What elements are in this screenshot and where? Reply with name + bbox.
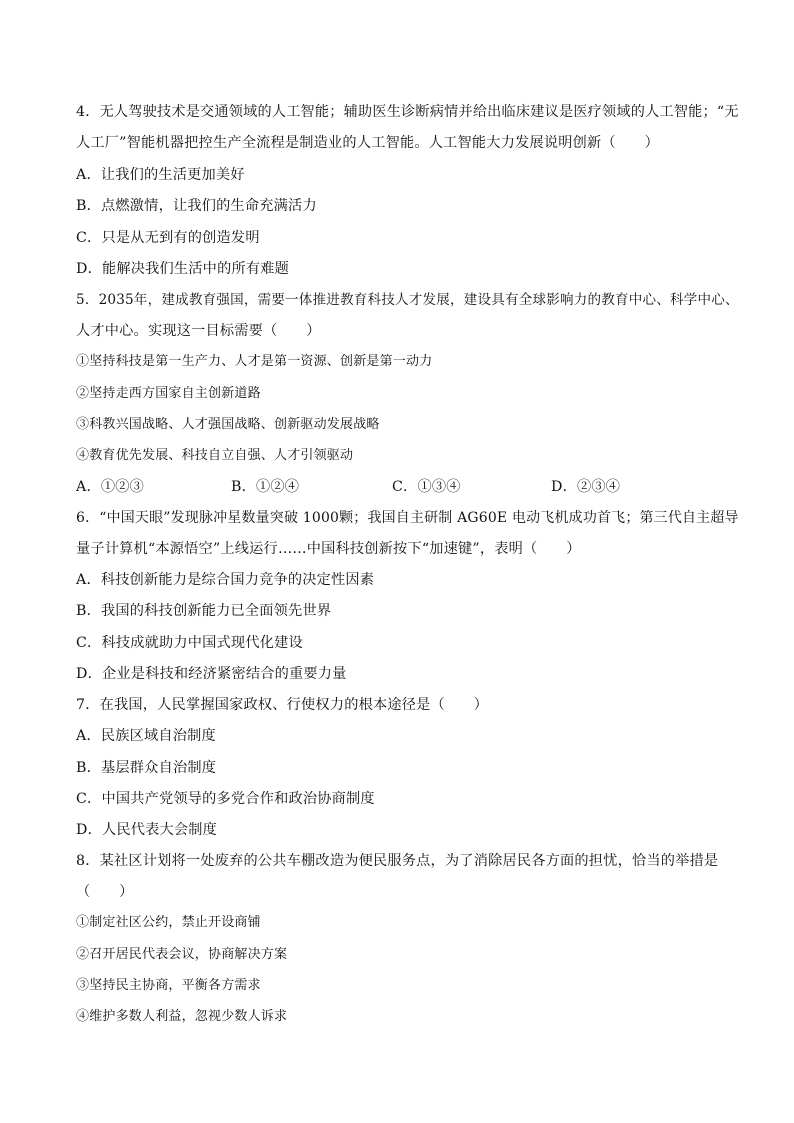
q5-statement-1: ①坚持科技是第一生产力、人才是第一资源、创新是第一动力 xyxy=(76,354,433,369)
q6-option-c: C．科技成就助力中国式现代化建设 xyxy=(76,635,303,651)
q5-statement-2: ②坚持走西方国家自主创新道路 xyxy=(76,386,261,401)
q4-stem-line2: 人工厂”智能机器把控生产全流程是制造业的人工智能。人工智能大力发展说明创新（ ） xyxy=(76,135,659,151)
q5-choice-d: D．②③④ xyxy=(551,479,621,495)
q5-choice-a: A．①②③ xyxy=(76,479,144,495)
q5-stem-line2: 人才中心。实现这一目标需要（ ） xyxy=(76,323,321,339)
q6-option-d: D．企业是科技和经济紧密结合的重要力量 xyxy=(76,666,347,682)
q4-option-b: B．点燃激情，让我们的生命充满活力 xyxy=(76,198,317,214)
q5-statement-3: ③科教兴国战略、人才强国战略、创新驱动发展战略 xyxy=(76,417,380,432)
q6-stem-line2: 量子计算机“本源悟空”上线运行……中国科技创新按下“加速键”，表明（ ） xyxy=(76,541,581,557)
q8-statement-4: ④维护多数人利益，忽视少数人诉求 xyxy=(76,1009,288,1024)
q6-option-b: B．我国的科技创新能力已全面领先世界 xyxy=(76,603,332,619)
q7-option-a: A．民族区域自治制度 xyxy=(76,728,216,744)
q7-option-d: D．人民代表大会制度 xyxy=(76,822,218,838)
q5-choice-c: C．①③④ xyxy=(392,479,461,495)
q6-stem-line1: 6．“中国天眼”发现脉冲星数量突破 1000颗；我国自主研制 AG60E 电动飞机成功首飞；第三代自主超导 xyxy=(76,510,739,526)
q7-option-b: B．基层群众自治制度 xyxy=(76,760,217,776)
q4-option-d: D．能解决我们生活中的所有难题 xyxy=(76,261,290,277)
q8-stem-line1: 8．某社区计划将一处废弃的公共车棚改造为便民服务点，为了消除居民各方面的担忧，恰当的举措是 xyxy=(76,853,719,869)
q8-statement-2: ②召开居民代表会议，协商解决方案 xyxy=(76,947,288,962)
q8-stem-line2: （ ） xyxy=(76,884,134,900)
q5-statement-4: ④教育优先发展、科技自立自强、人才引领驱动 xyxy=(76,448,354,463)
q5-stem-line1: 5．2035年，建成教育强国，需要一体推进教育科技人才发展，建设具有全球影响力的教育中心、科学中心、 xyxy=(76,292,739,308)
q5-choices-row xyxy=(76,477,716,497)
q5-choice-b: B．①②④ xyxy=(231,479,300,495)
q8-statement-1: ①制定社区公约，禁止开设商铺 xyxy=(76,915,261,930)
q4-stem-line1: 4．无人驾驶技术是交通领域的人工智能；辅助医生诊断病情并给出临床建议是医疗领域的人工智能；“无 xyxy=(76,104,739,120)
q7-stem: 7．在我国，人民掌握国家政权、行使权力的根本途径是（ ） xyxy=(76,697,489,713)
q7-option-c: C．中国共产党领导的多党合作和政治协商制度 xyxy=(76,791,375,807)
q4-option-a: A．让我们的生活更加美好 xyxy=(76,167,245,183)
q8-statement-3: ③坚持民主协商，平衡各方需求 xyxy=(76,978,261,993)
q6-option-a: A．科技创新能力是综合国力竞争的决定性因素 xyxy=(76,572,375,588)
q4-option-c: C．只是从无到有的创造发明 xyxy=(76,230,260,246)
